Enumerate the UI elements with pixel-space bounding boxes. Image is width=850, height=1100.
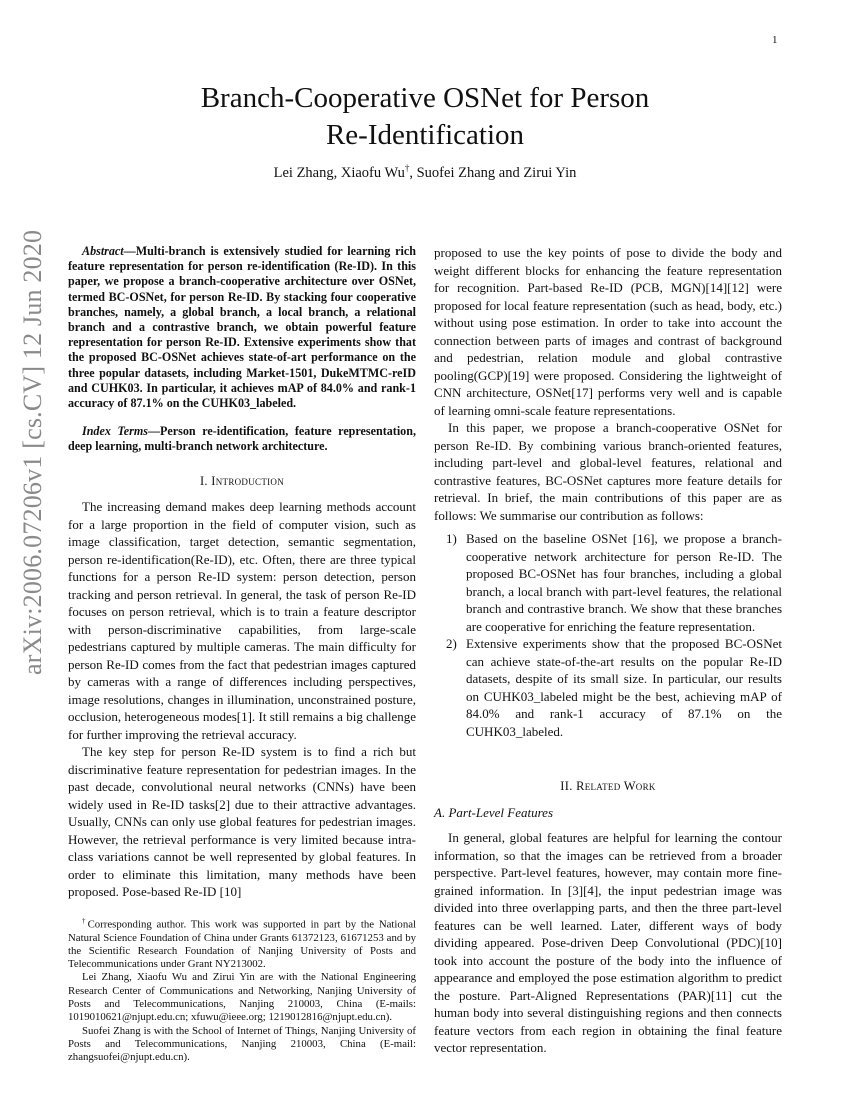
title-line-1: Branch-Cooperative OSNet for Person xyxy=(200,82,650,114)
list-item xyxy=(434,530,782,635)
authors-first: Lei Zhang, Xiaofu Wu xyxy=(273,164,405,181)
intro-paragraph-1: The increasing demand makes deep learning methods account for a large proportion in the field of computer vision, such as image classification, target detection, semantic segmentation, person re-identification(Re-ID), etc. Often, there are three typical functions for a person Re-ID system: person detection, person tracking and person retrieval. In general, the task of person Re-ID focuses on person retrieval, which is to train a feature descriptor with person-discriminative capabilities, from large-scale pedestrians captured by multiple cameras. The main difficulty for person Re-ID comes from the fact that pedestrian images captured by cameras with a range of differences including perspectives, image resolutions, changes in illumination, unconstrained posture, occlusion, heterogeneous modes[1]. It still remains a big challenge for further improving the retrieval accuracy. xyxy=(68,499,416,742)
footnotes xyxy=(68,915,416,1065)
footnote-affiliation-2: Suofei Zhang is with the School of Internet of Things, Nanjing University of Posts and Telecommunications, Nanjing 210003, China (E-mail: zhangsuofei@njupt.edu.cn). xyxy=(68,1024,416,1064)
index-terms-text: —Person re-identification, feature representation, deep learning, multi-branch network architecture. xyxy=(68,424,416,454)
authors-rest: , Suofei Zhang and Zirui Yin xyxy=(409,164,577,181)
abstract-text: —Multi-branch is extensively studied for learning rich feature representation for person re-identification (Re-ID). In this paper, we propose a branch-cooperative architecture over OSNet, termed BC-OSNet, for person Re-ID. By stacking four cooperative branches, namely, a global branch, a local branch, a relational branch and a contrastive branch, we obtain powerful feature representation for person Re-ID. Extensive experiments show that the proposed BC-OSNet achieves state-of-art performance on the three popular datasets, including Market-1501, DukeMTMC-reID and CUHK03. In particular, it achieves mAP of 84.0% and rank-1 accuracy of 87.1% on the CUHK03_labeled. xyxy=(68,244,416,411)
footnote-affiliation-1: Lei Zhang, Xiaofu Wu and Zirui Yin are with the National Engineering Research Center of Communications and Networking, Nanjing University of Posts and Telecommunications, Nanjing 210003, China (E-mails: 1019010621@njupt.edu.cn; xfuwu@ieee.org; 1219012816@njupt.edu.cn). xyxy=(68,971,416,1024)
abstract-label: Abstract xyxy=(82,244,124,258)
index-terms xyxy=(68,424,416,454)
footnote-1-text: Corresponding author. This work was supported in part by the National Natural Science Foundation of China under Grants 61372123, 61671253 and by the Scientific Research Foundation of Nanjing University of Posts and Telecommunications under Grant NY213002. xyxy=(68,918,417,971)
index-terms-label: Index Terms xyxy=(82,424,148,439)
author-list xyxy=(0,163,850,182)
corresponding-author-dagger: † xyxy=(404,163,410,173)
left-column xyxy=(68,244,416,1065)
list-item-number: 2) xyxy=(446,636,457,651)
footnote-dagger: † xyxy=(82,916,88,925)
contribution-list xyxy=(434,530,782,740)
list-item-number: 1) xyxy=(446,531,457,546)
intro-paragraph-2: The key step for person Re-ID system is to find a rich but discriminative feature representation for pedestrian images. In the past decade, convolutional neural networks (CNNs) have been widely used in Re-ID tasks[2] due to their attractive advantages. Usually, CNNs can only use global features for pedestrian images. However, the retrieval performance is very limited because intra-class variations cannot be well represented by global features. In order to eliminate this limitation, many methods have been proposed. Pose-based Re-ID [10] xyxy=(68,744,416,900)
intro-paragraph-3: In this paper, we propose a branch-cooperative OSNet for person Re-ID. By combining various branch-oriented features, including part-level and global-level features, relational and contrastive features, BC-OSNet captures more feature details for retrieval. In brief, the main contributions of this paper are as follows: We summarise our contribution as follows: xyxy=(434,420,782,523)
right-column xyxy=(434,244,782,1057)
footnote-corresponding-author xyxy=(68,915,416,972)
list-item xyxy=(434,635,782,740)
title-line-2: Re-Identification xyxy=(325,119,525,151)
section-heading-introduction: I. Introduction xyxy=(199,473,285,488)
section-heading-related-work: II. Related Work xyxy=(560,779,656,793)
page-number: 1 xyxy=(772,34,778,46)
paper-title xyxy=(0,80,850,154)
list-item-text: Based on the baseline OSNet [16], we propose a branch-cooperative network architecture for person Re-ID. The proposed BC-OSNet has four branches, including a global branch, a local branch with part-level features, the relational branch and contrastive branch. We show that these branches are cooperative for enriching the feature representation. xyxy=(466,531,782,634)
subsection-heading-part-level-features: A. Part-Level Features xyxy=(434,804,554,820)
arxiv-identifier-stamp: arXiv:2006.07206v1 [cs.CV] 12 Jun 2020 xyxy=(18,229,47,675)
related-work-paragraph-1: In general, global features are helpful for learning the contour information, so that the images can be retrieved from a broader perspective. Part-level features, however, may contain more fine-grained information. In [3][4], the input pedestrian image was divided into three overlapping parts, and then the three part-level features can be well learned. Later, different ways of body dividing appeared. Pose-driven Deep Convolutional (PDC)[10] took into account the posture of the body into the influence of appearance and employed the pose estimation algorithm to predict the posture. Part-Aligned Representations (PAR)[11] cut the human body into several distinguishing regions and then connects feature vectors from each region in obtaining the final feature vector representation. xyxy=(434,830,782,1055)
abstract xyxy=(68,244,416,411)
list-item-text: Extensive experiments show that the proposed BC-OSNet can achieve state-of-the-art results on the popular Re-ID datasets, despite of its small size. In particular, our results on CUHK03_labeled might be the best, achieving mAP of 84.0% and rank-1 accuracy of 87.1% on the CUHK03_labeled. xyxy=(466,636,782,739)
intro-paragraph-2-continued: proposed to use the key points of pose to divide the body and weight different blocks for enhancing the feature representation for recognition. Part-based Re-ID (PCB, MGN)[14][12] were proposed for local feature representation (such as head, body, etc.) without using pose estimation. In order to take into account the connection between parts of images and contrast of background and pedestrian, relation module and global contrastive pooling(GCP)[19] were proposed. Considering the lightweight of CNN architecture, OSNet[17] performs very well and is capable of learning omni-scale feature representations. xyxy=(434,245,782,418)
